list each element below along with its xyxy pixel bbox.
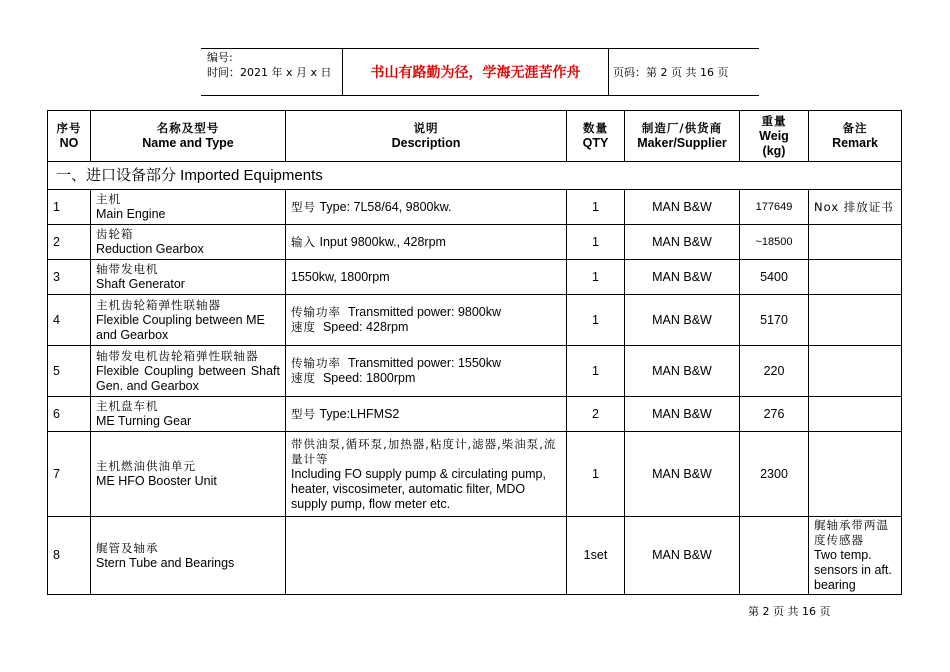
cell-text: QTY (582, 136, 609, 150)
cell-text: Stern Tube and Bearings (96, 555, 235, 570)
motto-box (342, 48, 609, 95)
table-cell: MAN B&W (625, 260, 740, 295)
table-cell: 1 (567, 346, 625, 397)
cell-text: 主机燃油供油单元 (96, 459, 196, 473)
table-cell (809, 295, 902, 346)
table-row (48, 260, 902, 295)
table-cell (809, 432, 902, 517)
table-cell: 276 (740, 397, 809, 432)
cell-text (291, 305, 561, 320)
table-cell (91, 295, 286, 346)
table-cell: 177649 (740, 190, 809, 225)
table-cell: 2 (567, 397, 625, 432)
cell-text: Shaft Generator (96, 277, 185, 291)
table-cell: 7 (48, 432, 91, 517)
table-cell: 1set (567, 517, 625, 595)
cell-text: 带供油泵,循环泵,加热器,粘度计,滤器,柴油泵,流量计等 (291, 436, 557, 466)
cell-text: Remark (832, 136, 878, 150)
table-cell: 1 (48, 190, 91, 225)
cell-text: Main Engine (96, 207, 166, 221)
header-maker (625, 111, 740, 162)
table-cell: 5 (48, 346, 91, 397)
section-row (48, 162, 902, 190)
cell-text (291, 371, 561, 386)
header-page-info: 页码：第 2 页 共 16 页 (613, 65, 729, 79)
cell-text: Transmitted power: 1550kw (347, 356, 502, 370)
cell-text: 轴带发电机 (96, 262, 159, 276)
table-cell (286, 517, 567, 595)
cell-text: Flexible Coupling between ME and Gearbox (96, 312, 265, 342)
cell-text: 输入 (291, 234, 316, 249)
table-cell (809, 260, 902, 295)
table-cell: ~18500 (740, 225, 809, 260)
table-row (48, 295, 902, 346)
header-bottom-rule (201, 95, 759, 96)
cell-text: 齿轮箱 (96, 227, 134, 241)
cell-text: Type:LHFMS2 (319, 406, 400, 421)
cell-text: 轴带发电机齿轮箱弹性联轴器 (96, 348, 259, 363)
table-cell: MAN B&W (625, 346, 740, 397)
table-cell (91, 432, 286, 517)
table-cell: 2300 (740, 432, 809, 517)
cell-text: 序号 (56, 121, 82, 135)
cell-text: Speed: 1800rpm (322, 371, 416, 385)
cell-text: 艉轴承带两温度传感器 (814, 518, 889, 547)
table-row (48, 346, 902, 397)
table-cell: MAN B&W (625, 432, 740, 517)
table-cell (91, 225, 286, 260)
table-row (48, 225, 902, 260)
table-row (48, 432, 902, 517)
header-description (286, 111, 567, 162)
table-row (48, 397, 902, 432)
table-cell (286, 397, 567, 432)
table-cell (91, 260, 286, 295)
table-cell (286, 190, 567, 225)
table-cell: MAN B&W (625, 225, 740, 260)
cell-text: 型号 (291, 199, 316, 214)
table-cell (809, 397, 902, 432)
table-cell: 8 (48, 517, 91, 595)
cell-text: 重量 (761, 113, 787, 128)
table-cell (286, 432, 567, 517)
table-cell: 5400 (740, 260, 809, 295)
cell-text: 备注 (842, 121, 868, 135)
table-row (48, 190, 902, 225)
cell-text: Description (391, 136, 461, 150)
cell-text: (kg) (762, 143, 786, 158)
header-remark (809, 111, 902, 162)
table-cell: 2 (48, 225, 91, 260)
table-header-row (48, 111, 902, 162)
header-qty (567, 111, 625, 162)
equipment-table (47, 110, 902, 595)
table-cell: Nox 排放证书 (809, 190, 902, 225)
cell-text: Name and Type (142, 136, 234, 150)
cell-text: 名称及型号 (156, 121, 220, 135)
cell-text (291, 320, 561, 335)
table-cell (91, 517, 286, 595)
table-cell (91, 397, 286, 432)
cell-text: Weig (759, 128, 789, 143)
cell-text: Input 9800kw., 428rpm (319, 234, 446, 249)
cell-text: 传输功率 (291, 305, 341, 319)
table-cell: 1 (567, 260, 625, 295)
table-cell: MAN B&W (625, 397, 740, 432)
cell-text: Type: 7L58/64, 9800kw. (319, 199, 452, 214)
table-cell: 6 (48, 397, 91, 432)
table-cell: 1550kw, 1800rpm (286, 260, 567, 295)
header-name (91, 111, 286, 162)
table-cell: 5170 (740, 295, 809, 346)
cell-text: 型号 (291, 406, 316, 421)
table-cell: 1 (567, 190, 625, 225)
cell-text: NO (59, 136, 79, 150)
cell-text: Transmitted power: 9800kw (347, 305, 502, 319)
cell-text: Including FO supply pump & circulating pump, heater, viscosimeter, automatic filter, MDO supply pump, flow meter etc. (291, 466, 546, 511)
table-cell: MAN B&W (625, 295, 740, 346)
table-cell (286, 225, 567, 260)
cell-text: ME HFO Booster Unit (96, 474, 217, 488)
table-cell: 3 (48, 260, 91, 295)
cell-text: Maker/Supplier (637, 136, 727, 150)
table-row (48, 517, 902, 595)
cell-text: Two temp. sensors in aft. bearing (814, 548, 892, 592)
cell-text: 传输功率 (291, 356, 341, 370)
cell-text: 主机齿轮箱弹性联轴器 (96, 297, 221, 312)
page-footer: 第 2 页 共 16 页 (748, 605, 831, 618)
table-cell: 1 (567, 295, 625, 346)
table-cell: 1 (567, 432, 625, 517)
table-cell: 4 (48, 295, 91, 346)
header-meta (207, 50, 332, 80)
motto: 书山有路勤为径，学海无涯苦作舟 (370, 64, 581, 81)
table-cell (809, 517, 902, 595)
cell-text: 速度 (291, 371, 316, 385)
document-number-label: 编号: (207, 51, 233, 64)
cell-text: 主机 (96, 192, 121, 206)
cell-text: Flexible Coupling between Shaft Gen. and Gearbox (96, 363, 280, 393)
cell-text: Reduction Gearbox (96, 242, 204, 256)
cell-text: 数量 (583, 121, 608, 135)
document-date: 时间：2021 年 x 月 x 日 (207, 66, 332, 79)
table-cell (809, 346, 902, 397)
cell-text: 说明 (413, 121, 439, 135)
table-cell (740, 517, 809, 595)
table-cell: 220 (740, 346, 809, 397)
page-header (201, 48, 759, 96)
header-weight (740, 111, 809, 162)
table-cell (91, 346, 286, 397)
cell-text: 主机盘车机 (96, 399, 159, 413)
section-title: 一、进口设备部分 Imported Equipments (48, 162, 902, 190)
cell-text: 速度 (291, 320, 316, 334)
table-cell (286, 295, 567, 346)
table-cell (809, 225, 902, 260)
cell-text (291, 356, 561, 371)
table-cell: 1 (567, 225, 625, 260)
table-cell (91, 190, 286, 225)
table-cell: MAN B&W (625, 190, 740, 225)
cell-text: 艉管及轴承 (96, 540, 159, 555)
header-no (48, 111, 91, 162)
cell-text: ME Turning Gear (96, 414, 192, 428)
cell-text: Speed: 428rpm (322, 320, 409, 334)
table-cell (286, 346, 567, 397)
table-cell: MAN B&W (625, 517, 740, 595)
cell-text: 制造厂/供货商 (641, 121, 723, 135)
